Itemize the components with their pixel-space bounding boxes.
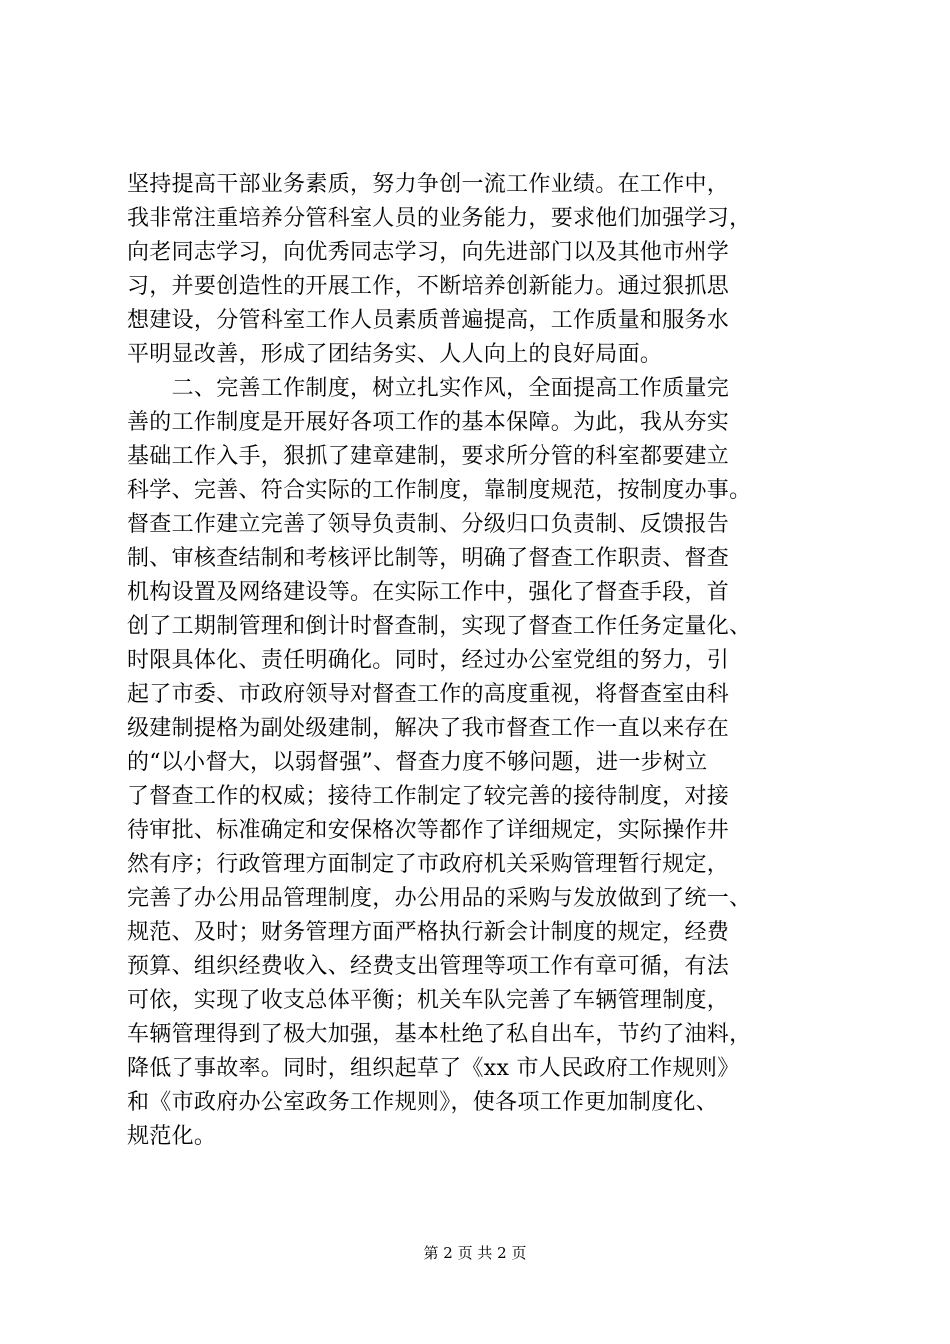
text-line: 平明显改善，形成了团结务实、人人向上的良好局面。 [127,342,663,367]
text-line: 完善了办公用品管理制度，办公用品的采购与发放做到了统一、 [127,886,752,911]
text-line: 降低了事故率。同时，组织起草了《xx 市人民政府工作规则》 [127,1056,740,1081]
text-line: 制、审核查结制和考核评比制等，明确了督查工作职责、督查 [127,546,730,571]
text-line: 想建设，分管科室工作人员素质普遍提高，工作质量和服务水 [127,308,730,333]
text-line: 的“以小督大，以弱督强”、督查力度不够问题，进一步树立 [127,750,708,775]
text-line: 督查工作建立完善了领导负责制、分级归口负责制、反馈报告 [127,512,730,537]
text-line: 可依，实现了收支总体平衡；机关车队完善了车辆管理制度， [127,988,730,1013]
body-text [127,168,827,1154]
text-line: 向老同志学习，向优秀同志学习，向先进部门以及其他市州学 [127,240,730,265]
text-line: 起了市委、市政府领导对督查工作的高度重视，将督查室由科 [127,682,730,707]
text-line: 二、完善工作制度，树立扎实作风，全面提高工作质量完 [127,376,730,401]
text-line: 善的工作制度是开展好各项工作的基本保障。为此，我从夯实 [127,410,730,435]
text-line: 预算、组织经费收入、经费支出管理等项工作有章可循，有法 [127,954,730,979]
text-line: 习，并要创造性的开展工作，不断培养创新能力。通过狠抓思 [127,274,730,299]
text-line: 和《市政府办公室政务工作规则》，使各项工作更加制度化、 [127,1090,719,1115]
text-line: 坚持提高干部业务素质，努力争创一流工作业绩。在工作中， [127,172,730,197]
text-line: 然有序；行政管理方面制定了市政府机关采购管理暂行规定， [127,852,730,877]
text-line: 科学、完善、符合实际的工作制度，靠制度规范，按制度办事。 [127,478,752,503]
text-line: 机构设置及网络建设等。在实际工作中，强化了督查手段，首 [127,580,730,605]
text-line: 待审批、标准确定和安保格次等都作了详细规定，实际操作井 [127,818,730,843]
text-line: 基础工作入手，狠抓了建章建制，要求所分管的科室都要建立 [127,444,730,469]
text-line: 车辆管理得到了极大加强，基本杜绝了私自出车，节约了油料， [127,1022,752,1047]
text-line: 时限具体化、责任明确化。同时，经过办公室党组的努力，引 [127,648,730,673]
page-footer [0,1243,950,1263]
text-line: 创了工期制管理和倒计时督查制，实现了督查工作任务定量化、 [127,614,752,639]
text-line: 我非常注重培养分管科室人员的业务能力，要求他们加强学习， [127,206,752,231]
text-line: 了督查工作的权威；接待工作制定了较完善的接待制度，对接 [127,784,730,809]
text-line: 规范、及时；财务管理方面严格执行新会计制度的规定，经费 [127,920,730,945]
page-number: 第 2 页 共 2 页 [423,1244,527,1262]
text-line: 级建制提格为副处级建制，解决了我市督查工作一直以来存在 [127,716,730,741]
text-line: 规范化。 [127,1124,217,1149]
